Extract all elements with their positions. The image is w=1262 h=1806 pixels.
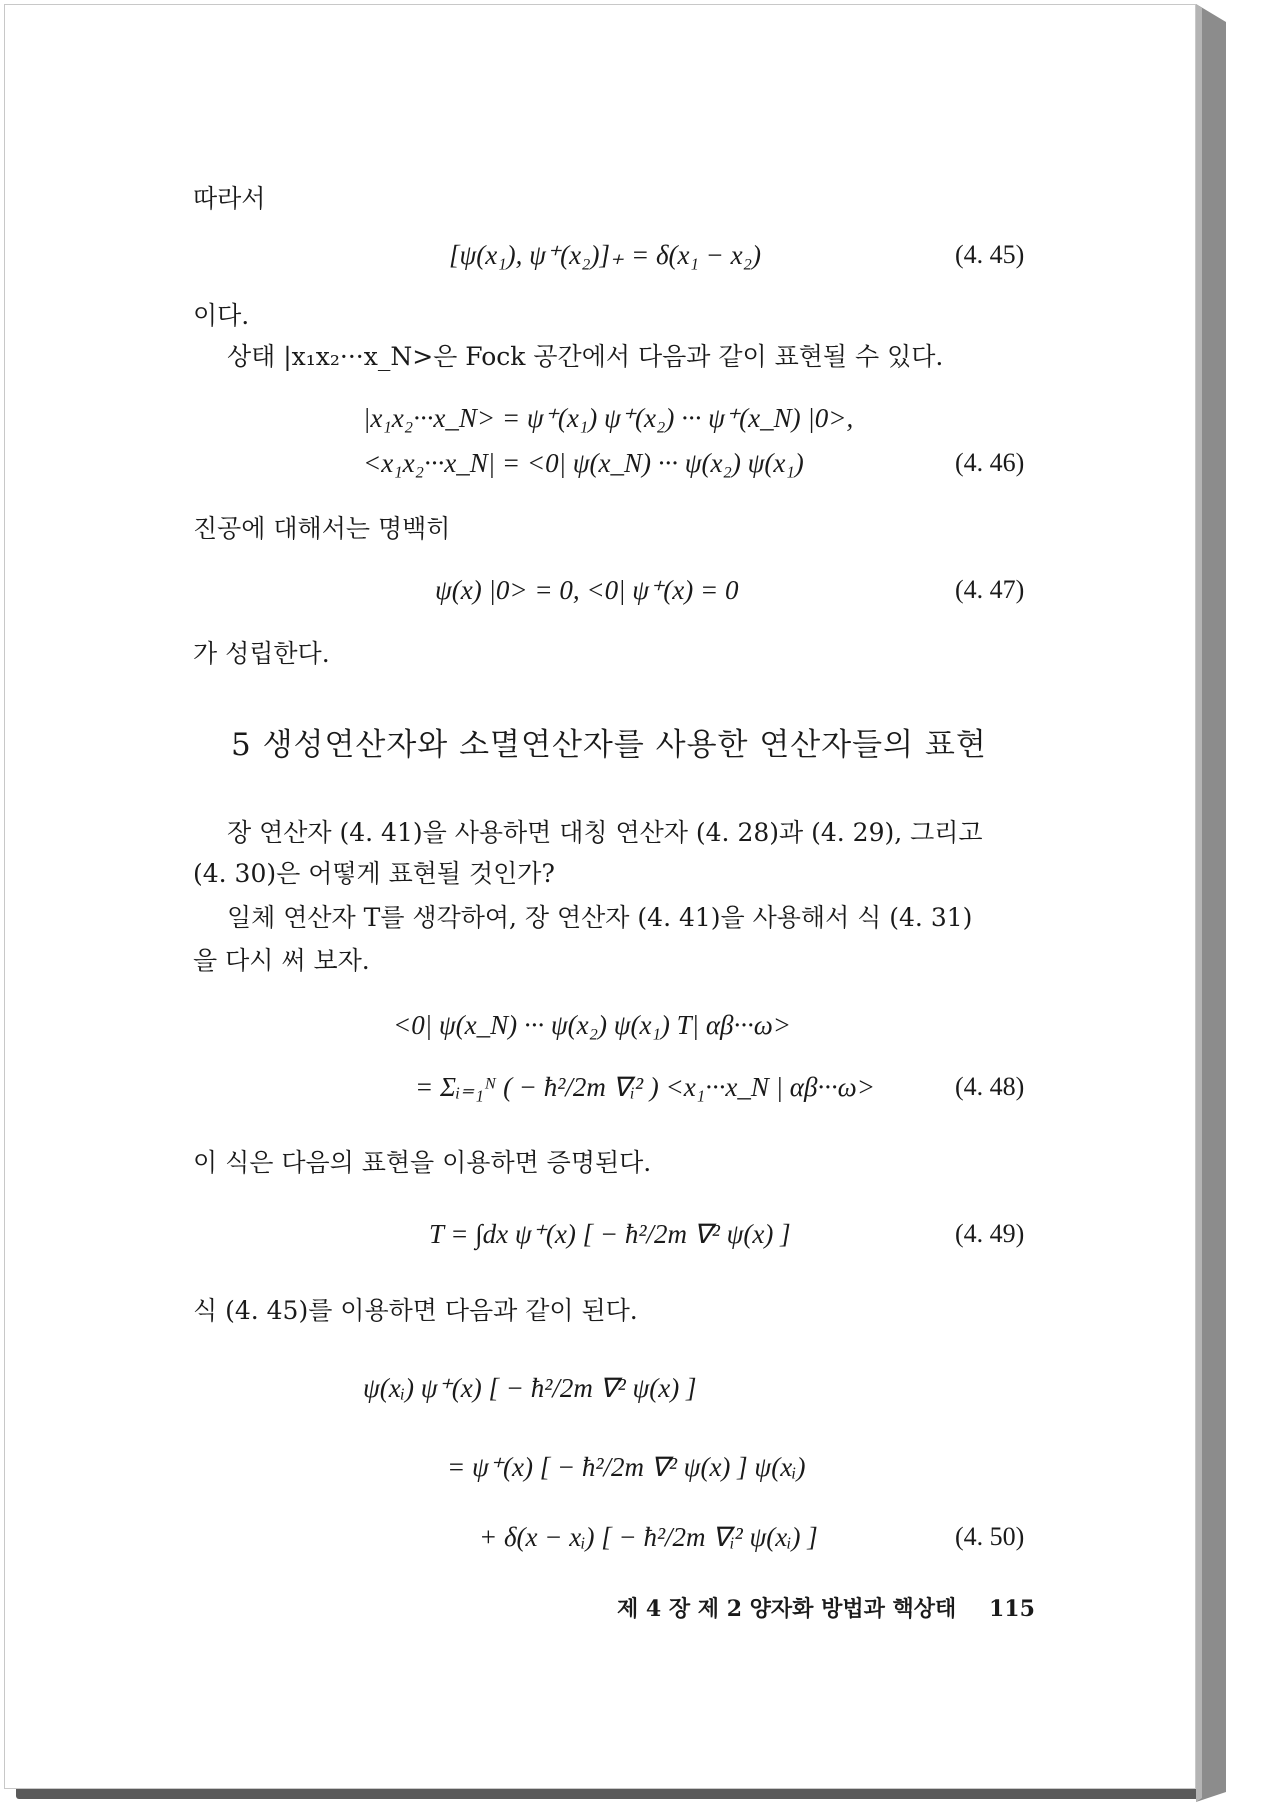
equation-number: (4. 49) — [955, 1219, 1025, 1248]
paragraph-text: 이 식은 다음의 표현을 이용하면 증명된다. — [193, 1148, 652, 1177]
equation-4-47: ψ(x) |0> = 0, <0| ψ⁺(x) = 0 — [435, 575, 739, 605]
paragraph-text: 따라서 — [193, 184, 266, 213]
equation-number: (4. 47) — [955, 575, 1025, 604]
equation-number: (4. 50) — [955, 1522, 1025, 1551]
equation-number: (4. 48) — [955, 1072, 1025, 1101]
equation-4-50-line2: = ψ⁺(x) [ − ħ²/2m ∇² ψ(x) ] ψ(xᵢ) — [447, 1452, 806, 1482]
equation-number: (4. 45) — [955, 240, 1025, 269]
equation-4-48-line2: = Σᵢ₌₁ᴺ ( − ħ²/2m ∇ᵢ² ) <x₁···x_N | αβ···ω> — [415, 1072, 875, 1102]
paragraph-text: (4. 30)은 어떻게 표현될 것인가? — [193, 859, 555, 888]
running-footer: 제 4 장 제 2 양자화 방법과 핵상태 — [617, 1596, 957, 1622]
equation-4-46-line2: <x₁x₂···x_N| = <0| ψ(x_N) ··· ψ(x₂) ψ(x₁) — [363, 448, 804, 478]
paragraph-text: 일체 연산자 T를 생각하여, 장 연산자 (4. 41)을 사용해서 식 (4. 31) — [227, 903, 973, 932]
paragraph-text: 식 (4. 45)를 이용하면 다음과 같이 된다. — [193, 1296, 638, 1325]
paragraph-text: 장 연산자 (4. 41)을 사용하면 대칭 연산자 (4. 28)과 (4. 29), 그리고 — [227, 818, 983, 847]
paragraph-text: 가 성립한다. — [193, 639, 330, 668]
page-stack-edge — [1196, 0, 1242, 1806]
equation-4-45: [ψ(x₁), ψ⁺(x₂)]₊ = δ(x₁ − x₂) — [449, 240, 761, 270]
page-number: 115 — [989, 1596, 1035, 1622]
document-page — [4, 4, 1196, 1789]
equation-4-49: T = ∫dx ψ⁺(x) [ − ħ²/2m ∇² ψ(x) ] — [429, 1219, 791, 1249]
paragraph-text: 이다. — [193, 301, 250, 330]
paragraph-text: 진공에 대해서는 명백히 — [193, 514, 451, 543]
section-heading: 5 생성연산자와 소멸연산자를 사용한 연산자들의 표현 — [231, 727, 987, 763]
equation-4-48-line1: <0| ψ(x_N) ··· ψ(x₂) ψ(x₁) T| αβ···ω> — [393, 1010, 791, 1040]
equation-4-50-line1: ψ(xᵢ) ψ⁺(x) [ − ħ²/2m ∇² ψ(x) ] — [363, 1373, 697, 1403]
equation-4-50-line3: + δ(x − xᵢ) [ − ħ²/2m ∇ᵢ² ψ(xᵢ) ] — [479, 1522, 818, 1552]
equation-number: (4. 46) — [955, 448, 1025, 477]
equation-4-46-line1: |x₁x₂···x_N> = ψ⁺(x₁) ψ⁺(x₂) ··· ψ⁺(x_N) |0>, — [363, 403, 854, 433]
paragraph-text: 상태 |x₁x₂···x_N>은 Fock 공간에서 다음과 같이 표현될 수 있다. — [227, 342, 944, 371]
paragraph-text: 을 다시 써 보자. — [193, 946, 370, 975]
